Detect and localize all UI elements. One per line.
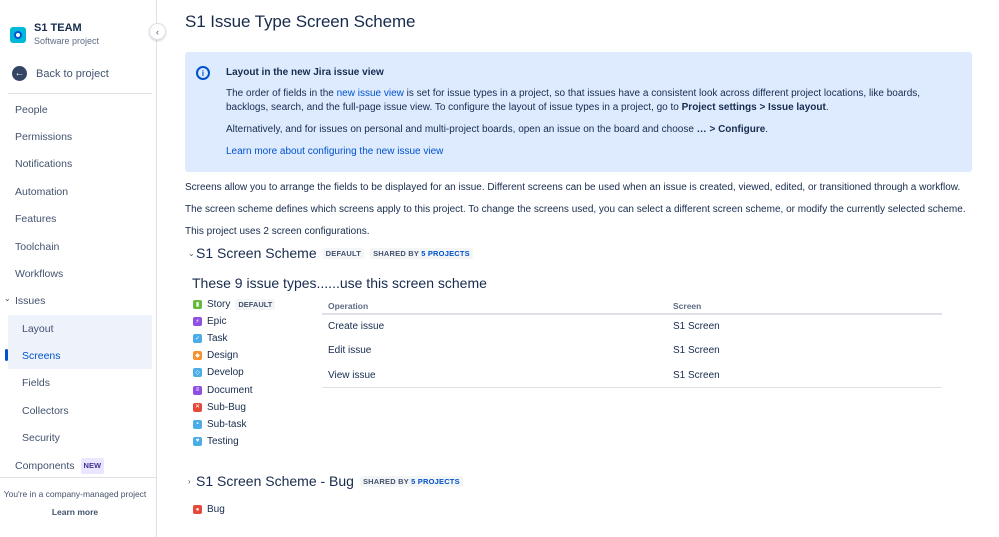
issue-type-name: Testing: [207, 435, 239, 447]
default-badge: DEFAULT: [323, 248, 364, 259]
scheme-name: S1 Screen Scheme: [196, 245, 317, 261]
operation-cell: Create issue: [328, 321, 385, 333]
epic-icon: ⚡: [193, 317, 202, 326]
project-sidebar: [0, 0, 157, 537]
shared-by-badge[interactable]: SHARED BY 5 PROJECTS: [360, 476, 463, 487]
info-panel: [185, 52, 972, 172]
document-icon: ≡: [193, 386, 202, 395]
default-badge: DEFAULT: [235, 299, 275, 310]
description-configurations: This project uses 2 screen configurations.: [185, 226, 370, 237]
configure-path: … > Configure: [696, 124, 766, 135]
chevron-down-icon[interactable]: ⌄: [188, 248, 195, 258]
sidebar-subitem-security[interactable]: Security: [22, 432, 60, 444]
operation-cell: Edit issue: [328, 345, 372, 357]
shared-by-badge[interactable]: SHARED BY 5 PROJECTS: [370, 248, 473, 259]
table-row: [322, 339, 942, 364]
info-paragraph-2: Alternatively, and for issues on personal and multi-project boards, open an issue on the board and choose … > Configure.: [226, 124, 769, 135]
issue-type-item: [193, 350, 238, 361]
table-header-row: [322, 298, 942, 314]
issue-type-name: Develop: [207, 367, 244, 379]
sidebar-footer-divider: [0, 477, 157, 478]
issue-type-item: [193, 504, 225, 515]
issue-type-item: [193, 333, 228, 344]
arrow-left-icon: ←: [12, 66, 27, 81]
project-header[interactable]: [10, 22, 99, 48]
issue-layout-path: Project settings > Issue layout: [681, 102, 826, 113]
task-icon: ✓: [194, 335, 201, 342]
screen-operations-table: [322, 298, 942, 388]
scheme-name: S1 Screen Scheme - Bug: [196, 473, 354, 489]
column-header-operation: Operation: [322, 298, 667, 314]
sidebar-item-toolchain[interactable]: Toolchain: [15, 241, 60, 253]
sidebar-subitem-fields[interactable]: Fields: [22, 377, 51, 389]
screen-cell: S1 Screen: [673, 321, 720, 333]
sub-bug-icon: ✕: [194, 404, 201, 411]
collapse-sidebar-button[interactable]: [149, 23, 166, 40]
screen-cell: S1 Screen: [673, 345, 720, 357]
sidebar-subitem-screens-label: Screens: [22, 350, 61, 362]
scheme-header-s1-bug[interactable]: [188, 473, 463, 489]
testing-icon: ♥: [193, 437, 202, 446]
project-type: Software project: [34, 36, 100, 46]
screen-cell: S1 Screen: [667, 363, 942, 388]
info-icon: i: [196, 66, 210, 80]
description-scheme: The screen scheme defines which screens apply to this project. To change the screens used, you can select a different screen scheme, or modify the currently selected scheme.: [185, 204, 966, 215]
issue-type-name: Task: [207, 333, 228, 345]
sidebar-subitem-collectors[interactable]: Collectors: [22, 405, 69, 417]
learn-more-issue-view-link[interactable]: Learn more about configuring the new issue view: [226, 146, 444, 157]
sidebar-item-notifications[interactable]: Notifications: [15, 158, 73, 170]
issue-type-item: [193, 419, 246, 430]
sidebar-item-automation[interactable]: Automation: [15, 186, 69, 198]
issue-type-name: Story: [207, 299, 231, 310]
chevron-down-icon[interactable]: ⌄: [4, 294, 11, 303]
info-panel-title: Layout in the new Jira issue view: [226, 67, 384, 78]
develop-icon: ◇: [193, 368, 202, 377]
page-title: S1 Issue Type Screen Scheme: [185, 12, 416, 31]
issue-types-heading: These 9 issue types......use this screen scheme: [192, 275, 487, 291]
sidebar-item-workflows[interactable]: Workflows: [15, 268, 64, 280]
project-avatar-icon: [10, 27, 26, 43]
bug-icon: ●: [193, 505, 202, 514]
issue-type-item: [193, 299, 275, 310]
back-to-project-label: Back to project: [36, 67, 109, 80]
learn-more-link[interactable]: Learn more: [51, 507, 99, 517]
issue-type-item: [193, 385, 253, 396]
column-header-screen: Screen: [667, 298, 942, 314]
active-indicator: [5, 349, 8, 361]
issue-type-item: [193, 436, 239, 447]
table-row: [322, 363, 942, 388]
issue-type-name: Sub-Bug: [207, 401, 246, 413]
project-name: S1 TEAM: [34, 22, 82, 34]
chevron-left-icon: ‹: [156, 26, 159, 37]
operation-cell: View issue: [322, 363, 667, 388]
design-icon: ◆: [193, 351, 202, 360]
new-badge: NEW: [81, 458, 105, 474]
sidebar-item-components-label: Components: [15, 460, 75, 472]
story-icon: ▮: [193, 300, 202, 309]
company-managed-note: You're in a company-managed project: [3, 489, 147, 499]
issue-type-name: Document: [207, 384, 253, 396]
back-to-project-link[interactable]: [12, 66, 109, 81]
new-issue-view-link[interactable]: new issue view: [336, 88, 404, 99]
sidebar-item-features[interactable]: Features: [15, 213, 57, 225]
sidebar-item-permissions[interactable]: Permissions: [15, 131, 73, 143]
issue-type-name: Design: [207, 350, 239, 362]
chevron-right-icon[interactable]: ›: [188, 476, 191, 486]
info-paragraph-1: The order of fields in the new issue view is set for issue types in a project, so that issues have a consistent look across different project locations, like boards, backlogs, search, and the full-page issue view. To configure the layout of issue types in a project, go to Project settings > Issue layout.: [226, 88, 921, 113]
sidebar-item-people[interactable]: People: [15, 104, 48, 116]
sidebar-item-components[interactable]: [15, 458, 104, 474]
issue-type-item: [193, 402, 246, 413]
sub-task-icon: ▪: [193, 420, 202, 429]
sidebar-subitem-layout-label: Layout: [22, 323, 54, 335]
sidebar-item-issues[interactable]: Issues: [15, 295, 46, 307]
issue-type-item: [193, 367, 244, 378]
issue-type-name: Epic: [207, 316, 227, 328]
issue-type-name: Bug: [207, 504, 225, 515]
description-screens: Screens allow you to arrange the fields to be displayed for an issue. Different screens can be used when an issue is created, viewed, edited, or transitioned through a workflow.: [185, 182, 961, 193]
sidebar-divider: [8, 93, 152, 94]
table-row: [322, 314, 942, 339]
issue-type-name: Sub-task: [207, 418, 247, 430]
issue-type-item: [193, 316, 226, 327]
scheme-header-s1[interactable]: [188, 245, 473, 261]
